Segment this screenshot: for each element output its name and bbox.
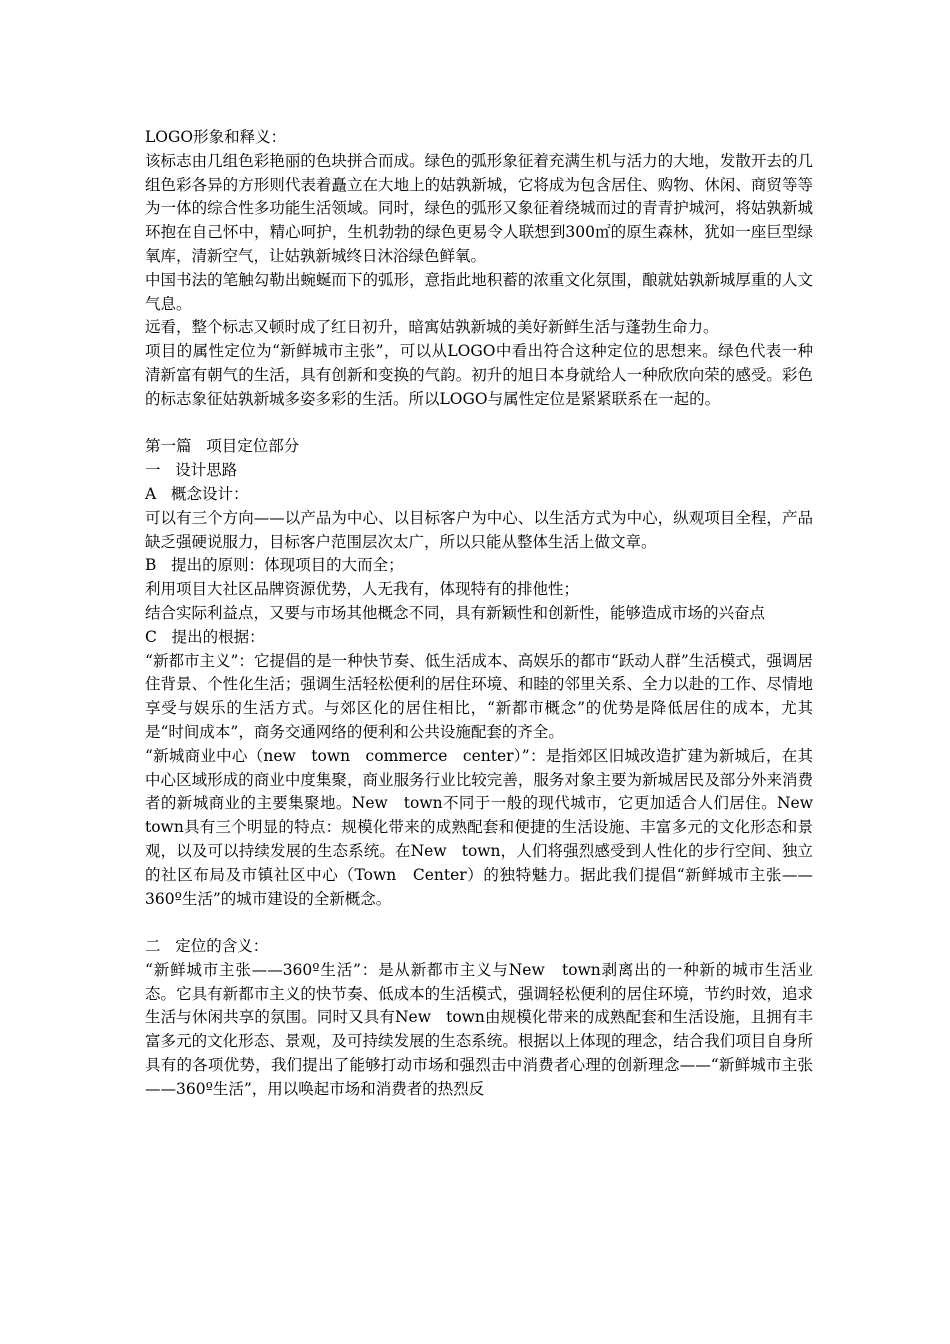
subsection-b-text-2: 结合实际利益点，又要与市场其他概念不同，具有新颖性和创新性，能够造成市场的兴奋点 (145, 603, 766, 622)
subsection-c-title: C 提出的根据： (145, 627, 265, 646)
logo-heading: LOGO形象和释义： (145, 128, 287, 146)
logo-paragraph-4: 项目的属性定位为“新鲜城市主张”，可以从LOGO中看出符合这种定位的思想来。绿色代表一种清新富有朝气的生活，具有创新和变换的气韵。初升的旭日本身就给人一种欣欣向荣的感受。彩色的标志象征姑孰新城多姿多彩的生活。所以LOGO与属性定位是紧紧联系在一起的。 (145, 342, 813, 408)
subsection-b-text-1: 利用项目大社区品牌资源优势，人无我有，体现特有的排他性； (145, 580, 580, 599)
subsection-c-text-1: “新都市主义”：它提倡的是一种快节奏、低生活成本、高娱乐的都市“跃动人群”生活模式，强调居住背景、个性化生活；强调生活轻松便利的居住环境、和睦的邻里关系、全力以赴的工作、尽情地享受与娱乐的生活方式。与郊区化的居住相比，“新都市概念”的优势是降低居住的成本，尤其是“时间成本”，商务交通网络的便利和公共设施配套的齐全。 (145, 651, 813, 741)
document-page (145, 126, 828, 1102)
subsection-a-text: 可以有三个方向——以产品为中心、以目标客户为中心、以生活方式为中心，纵观项目全程，产品缺乏强硬说服力，目标客户范围层次太广，所以只能从整体生活上做文章。 (145, 508, 813, 551)
logo-paragraph-2: 中国书法的笔触勾勒出蜿蜒而下的弧形，意指此地积蓄的浓重文化氛围，酿就姑孰新城厚重的人文气息。 (145, 270, 813, 313)
logo-paragraph-1: 该标志由几组色彩艳丽的色块拼合而成。绿色的弧形象征着充满生机与活力的大地，发散开去的几组色彩各异的方形则代表着矗立在大地上的姑孰新城，它将成为包含居住、购物、休闲、商贸等等为一体的综合性多功能生活领域。同时，绿色的弧形又象征着绕城而过的青青护城河，将姑孰新城环抱在自己怀中，精心呵护，生机勃勃的绿色更易令人联想到300㎡的原生森林，犹如一座巨型绿氧库，清新空气，让姑孰新城终日沐浴绿色鲜氧。 (145, 151, 813, 265)
section2-title: 二 定位的含义： (145, 937, 269, 956)
blank-line (145, 412, 813, 436)
subsection-b-title: B 提出的原则：体现项目的大而全； (145, 556, 404, 575)
subsection-a-title: A 概念设计： (145, 484, 249, 503)
meaning-text: “新鲜城市主张——360º生活”：是从新都市主义与New town剥离出的一种新的城市生活业态。它具有新都市主义的快节奏、低成本的生活模式，强调轻松便利的居住环境，节约时效，追求生活与休闲共享的氛围。同时又具有New town由规模化带来的成熟配套和生活设施，且拥有丰富多元的文化形态、景观，及可持续发展的生态系统。根据以上体现的理念，结合我们项目自身所具有的各项优势，我们提出了能够打动市场和强烈击中消费者心理的创新理念——“新鲜城市主张——360º生活”，用以唤起市场和消费者的热烈反 (145, 960, 813, 1098)
part1-title: 第一篇 项目定位部分 (145, 437, 300, 456)
blank-line (145, 911, 813, 935)
subsection-c-text-2: “新城商业中心（new town commerce center）”：是指郊区旧城改造扩建为新城后，在其中心区域形成的商业中度集聚，商业服务行业比较完善，服务对象主要为新城居民及部分外来消费者的新城商业的主要集聚地。New town不同于一般的现代城市，它更加适合人们居住。New town具有三个明显的特点：规模化带来的成熟配套和便捷的生活设施、丰富多元的文化形态和景观，以及可以持续发展的生态系统。在New town，人们将强烈感受到人性化的步行空间、独立的社区布局及市镇社区中心（Town Center）的独特魅力。据此我们提倡“新鲜城市主张——360º生活”的城市建设的全新概念。 (145, 746, 828, 908)
section1-title: 一 设计思路 (145, 461, 238, 480)
logo-paragraph-3: 远看，整个标志又顿时成了红日初升，暗寓姑孰新城的美好新鲜生活与蓬勃生命力。 (145, 318, 719, 337)
